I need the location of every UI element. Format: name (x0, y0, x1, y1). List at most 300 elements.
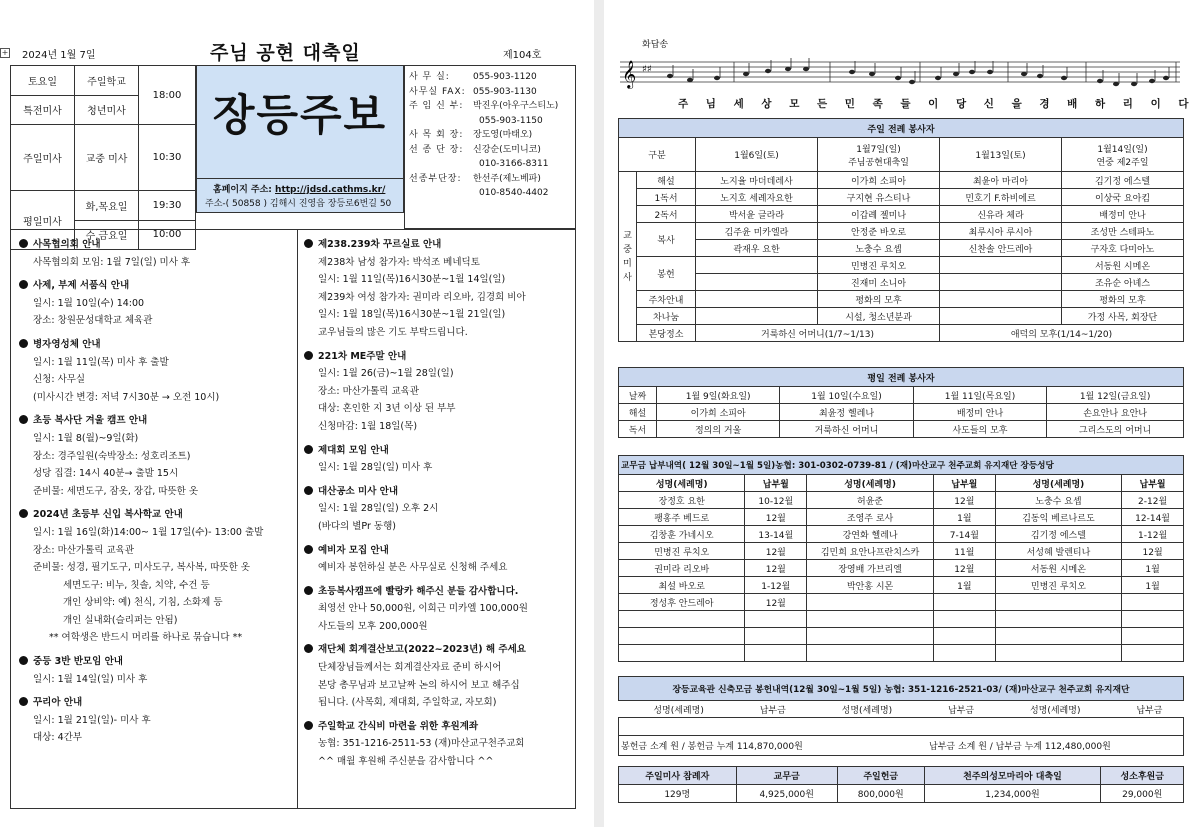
table-cell: 구자호 다미아노 (1062, 240, 1184, 257)
table-cell: 사도들의 모후 (913, 421, 1046, 438)
column-header: 성명(세례명) (619, 701, 739, 718)
table-cell: 12월 (933, 492, 995, 509)
column-header: 납부월 (1122, 475, 1184, 492)
table-row (619, 492, 1184, 509)
notice-title-text: 대산공소 미사 안내 (318, 485, 399, 497)
table-cell: 12월 (745, 594, 807, 611)
music-note (849, 70, 855, 74)
bullet-icon (304, 351, 313, 360)
table-cell: 배정미 안나 (913, 404, 1046, 421)
notice-section (19, 236, 293, 271)
table-cell: 최윤정 헬레나 (780, 404, 913, 421)
schedule-cell: 주일학교 (75, 66, 139, 96)
schedule-cell: 특전미사 (11, 95, 75, 125)
table-cell: 1-12월 (745, 577, 807, 594)
table-cell: 노충수 요셉 (995, 492, 1122, 509)
notice-section (304, 641, 574, 711)
schedule-cell: 청년미사 (75, 95, 139, 125)
svg-text:♯♯: ♯♯ (642, 64, 652, 75)
contact-value: 055-903-1130 (473, 86, 537, 97)
table-row (619, 594, 1184, 611)
notices-left-column (19, 236, 293, 753)
hymn-staff-notation (620, 54, 1180, 90)
notice-title-text: 주일학교 간식비 마련을 위한 후원계좌 (318, 720, 479, 732)
notice-section (19, 653, 293, 688)
notice-line: 예비자 봉헌하실 분은 사무실로 신청해 주세요 (318, 562, 508, 574)
column-header: 1월6일(토) (696, 138, 818, 172)
notice-title (304, 718, 574, 736)
table-row (619, 240, 1184, 257)
contact-value: 장도영(마태오) (473, 130, 533, 140)
notice-section (304, 483, 574, 536)
contact-value: 055-903-1150 (479, 115, 543, 126)
column-header: 납부금 (1115, 701, 1183, 718)
notice-title (304, 583, 574, 601)
notice-line: 준비물: 세면도구, 잠옷, 장갑, 따뜻한 옷 (33, 485, 199, 497)
total-value: 4,925,000원 (736, 785, 837, 803)
bullet-icon (304, 721, 313, 730)
notice-title (304, 641, 574, 659)
column-header: 성소후원금 (1101, 767, 1184, 785)
notice-title (19, 506, 293, 524)
notice-section (304, 718, 574, 771)
notice-line: 최영선 안나 50,000원, 이희근 미카엘 100,000원 (318, 603, 528, 615)
notice-title (304, 483, 574, 501)
music-note (895, 76, 901, 80)
column-header: 1월 9일(화요일) (657, 387, 780, 404)
table-cell: 서동원 시메온 (995, 560, 1122, 577)
table-cell: 12월 (1122, 543, 1184, 560)
notice-line: 제239차 여성 참가자: 권미라 리오바, 김경희 비아 (318, 291, 526, 303)
table-cell: 장영배 가브리엘 (807, 560, 934, 577)
column-header: 납부금 (927, 701, 995, 718)
website-box (196, 178, 404, 213)
notice-section (304, 348, 574, 436)
table-cell: 애덕의 모후(1/14~1/20) (940, 325, 1184, 342)
schedule-cell: 교중 미사 (75, 125, 139, 191)
notice-line: 일시: 1월 10일(수) 14:00 (33, 297, 145, 309)
table-cell: 조영주 로사 (807, 509, 934, 526)
table-cell: 평화의 모후 (818, 291, 940, 308)
music-note (969, 70, 975, 74)
notice-title (19, 412, 293, 430)
column-header: 성명(세례명) (619, 475, 745, 492)
table-cell: 1월 (1122, 577, 1184, 594)
table-cell: 구지현 유스티나 (818, 189, 940, 206)
contact-key: 선 종 단 장: (409, 144, 464, 155)
table-row (619, 189, 1184, 206)
table-cell: 노충수 요셉 (818, 240, 940, 257)
notice-title (19, 336, 293, 354)
notice-title-text: 중등 3반 반모임 안내 (33, 656, 123, 668)
table-cell: 김기정 에스텔 (995, 526, 1122, 543)
table-cell: 이가희 소피아 (818, 172, 940, 189)
schedule-cell: 토요일 (11, 66, 75, 96)
column-header: 납부월 (933, 475, 995, 492)
notice-section (304, 542, 574, 577)
table-cell: 노지율 마더데레사 (696, 172, 818, 189)
notice-title-text: 꾸리아 안내 (33, 697, 83, 709)
hymn-lyrics: 주 님 세 상 모 든 민 족 들 이 당 신 을 경 배 하 리 이 다 (678, 98, 1196, 110)
music-note (803, 67, 809, 71)
notice-line: 됩니다. (사목회, 제대회, 주일학교, 자모회) (318, 697, 497, 709)
page-title: 주님 공현 대축일 (210, 42, 361, 64)
notice-section (304, 583, 574, 636)
notice-line: 일시: 1월 28일(일) 미사 후 (318, 462, 433, 474)
notice-title (304, 236, 574, 254)
building-fund-table (618, 676, 1184, 756)
contact-value: 박진우(아우구스티노) (473, 101, 559, 111)
table-cell: 신유라 체라 (940, 206, 1062, 223)
notice-section (19, 336, 293, 406)
table-cell (933, 594, 995, 611)
music-note (714, 76, 720, 80)
table-cell: 신찬솔 안드레아 (940, 240, 1062, 257)
notice-title (19, 653, 293, 671)
row-label: 봉헌 (637, 257, 696, 291)
table-cell: 서동원 시메온 (1062, 257, 1184, 274)
notice-line: 단체장님들께서는 회계결산자료 준비 하시어 (318, 662, 502, 674)
notice-line: 장소: 마산가톨릭 교육관 (33, 544, 135, 556)
table-title: 주일 전례 봉사자 (619, 119, 1184, 138)
website-label: 홈페이지 주소: (213, 185, 276, 195)
table-cell (995, 594, 1122, 611)
table-cell: 민호기 F.하비에르 (940, 189, 1062, 206)
schedule-cell: 수,금요일 (75, 220, 139, 250)
column-header: 구분 (619, 138, 696, 172)
table-cell: 민병진 루치오 (818, 257, 940, 274)
music-note (1131, 82, 1137, 86)
music-note (1149, 79, 1155, 83)
total-value: 1,234,000원 (924, 785, 1101, 803)
contact-value: 010-3166-8311 (479, 159, 549, 169)
column-header: 날짜 (619, 387, 657, 404)
music-note (1113, 82, 1119, 86)
bullet-icon (19, 415, 28, 424)
notice-line: 일시: 1월 11일(목)16시30분~1월 14일(일) (318, 274, 506, 286)
table-cell (696, 257, 818, 274)
row-label: 1독서 (637, 189, 696, 206)
notice-section (19, 277, 293, 330)
bullet-icon (19, 239, 28, 248)
column-header: 1월 10일(수요일) (780, 387, 913, 404)
column-header: 1월 12일(금요일) (1047, 387, 1184, 404)
column-header: 1월 11일(목요일) (913, 387, 1046, 404)
payment-summary: 납부금 소계 원 / 납부금 누계 112,480,000원 (927, 736, 1183, 756)
notice-title (19, 236, 293, 254)
notice-title-text: 사목협의회 안내 (33, 239, 101, 250)
notice-title-text: 초등복사캠프에 빨랑카 해주신 분들 감사합니다. (318, 585, 519, 597)
notice-line: 본당 총무님과 보고날짜 논의 하시어 보고 해주십 (318, 679, 520, 691)
notice-section (19, 506, 293, 647)
music-note (987, 70, 993, 74)
notice-line: 준비물: 성경, 필기도구, 미사도구, 복사복, 따뜻한 옷 (33, 562, 250, 574)
table-cell (940, 308, 1062, 325)
notice-title (19, 277, 293, 295)
notice-line: 일시: 1월 21일(일)- 미사 후 (33, 714, 151, 726)
table-cell: 거룩하신 어머니(1/7~1/13) (696, 325, 940, 342)
music-note (935, 76, 941, 80)
music-note (743, 72, 749, 76)
table-cell: 이가희 소피아 (657, 404, 780, 421)
table-cell: 강연화 헬레나 (807, 526, 934, 543)
notice-line: 교우님들의 많은 기도 부탁드립니다. (318, 326, 468, 338)
notice-line: 농협: 351-1216-2511-53 (재)마산교구천주교회 (318, 738, 525, 750)
notice-line: 일시: 1월 11일(목) 미사 후 출발 (33, 356, 169, 368)
notice-title (304, 348, 574, 366)
row-label: 해설 (637, 172, 696, 189)
table-cell: 박서윤 글라라 (696, 206, 818, 223)
column-header: 성명(세례명) (995, 475, 1122, 492)
music-note (1163, 76, 1169, 80)
table-cell (940, 274, 1062, 291)
table-cell (696, 274, 818, 291)
contact-key: 사 무 실: (409, 72, 450, 82)
notice-line: 개인 상비약: 예) 천식, 기침, 소화제 등 (63, 597, 223, 609)
notice-line: 신청마감: 1월 18일(목) (318, 420, 418, 432)
notice-section (304, 236, 574, 342)
notice-line: 장소: 마산가톨릭 교육관 (318, 385, 420, 397)
table-cell (940, 291, 1062, 308)
table-cell: 정성후 안드레아 (619, 594, 745, 611)
sunday-servers-table (618, 118, 1184, 342)
music-note (785, 67, 791, 71)
column-header: 1월13일(토) (940, 138, 1062, 172)
contact-box (404, 65, 576, 229)
table-row (619, 257, 1184, 274)
notice-title-text: 221차 ME주말 안내 (318, 350, 407, 362)
mass-schedule-table (10, 65, 196, 250)
contact-key: 사 목 회 장: (409, 130, 464, 140)
contact-value: 055-903-1120 (473, 72, 537, 82)
schedule-time: 19:30 (139, 191, 196, 221)
table-cell: 정의의 거울 (657, 421, 780, 438)
table-row (619, 421, 1184, 438)
table-row (619, 223, 1184, 240)
table-cell: 서성혜 발렌티나 (995, 543, 1122, 560)
row-label: 복사 (637, 223, 696, 257)
table-cell (696, 291, 818, 308)
bulletin-page-1 (0, 0, 594, 827)
table-cell: 권미라 리오바 (619, 560, 745, 577)
table-cell: 2-12월 (1122, 492, 1184, 509)
donations-table (618, 455, 1184, 662)
bullet-icon (304, 239, 313, 248)
table-row (619, 509, 1184, 526)
contact-value: 한선주(제노베파) (473, 173, 541, 184)
table-cell: 허윤준 (807, 492, 934, 509)
table-cell: 조유순 아녜스 (1062, 274, 1184, 291)
website-link[interactable]: http://jdsd.cathms.kr/ (275, 185, 386, 195)
table-title: 평일 전례 봉사자 (619, 368, 1184, 387)
treble-clef-icon: 𝄞 (622, 60, 637, 88)
table-cell: 민병진 루치오 (619, 543, 745, 560)
notice-title-text: 재단체 회계결산보고(2022~2023년) 해 주세요 (318, 644, 526, 656)
notice-line: 대상: 4간부 (33, 732, 82, 744)
table-row (619, 526, 1184, 543)
notice-line: 일시: 1월 28일(일) 오후 2시 (318, 503, 439, 515)
bulletin-logo: 장등주보 (196, 65, 404, 179)
table-cell: 1월 (933, 577, 995, 594)
table-cell: 곽재우 요한 (696, 240, 818, 257)
table-cell (940, 257, 1062, 274)
notice-line: 일시: 1월 26(금)~1월 28일(일) (318, 368, 454, 380)
table-cell: 시설, 청소년분과 (818, 308, 940, 325)
column-header: 주일미사 참례자 (619, 767, 737, 785)
table-row (619, 404, 1184, 421)
notice-title (304, 542, 574, 560)
music-note (869, 72, 875, 76)
music-note (953, 72, 959, 76)
notice-line: ** 여학생은 반드시 머리를 하나로 묶습니다 ** (49, 632, 243, 644)
bullet-icon (304, 486, 313, 495)
table-row (619, 577, 1184, 594)
notice-line: 사도들의 모후 200,000원 (318, 620, 428, 632)
table-cell: 평화의 모후 (1062, 291, 1184, 308)
bullet-icon (304, 586, 313, 595)
schedule-time: 10:00 (139, 220, 196, 250)
contact-key: 선종부단장: (409, 173, 462, 184)
music-note (1021, 72, 1027, 76)
side-label: 교중미사 (619, 172, 637, 342)
bullet-icon (304, 445, 313, 454)
music-note (1061, 76, 1067, 80)
offering-summary: 봉헌금 소계 원 / 봉헌금 누계 114,870,000원 (619, 736, 928, 756)
total-value: 129명 (619, 785, 737, 803)
notice-line: 성당 집결: 14시 40분→ 출발 15시 (33, 468, 179, 480)
table-move-handle-icon[interactable]: + (1, 48, 9, 57)
notice-line: 세면도구: 비누, 칫솔, 치약, 수건 등 (63, 579, 210, 591)
table-cell: 민병진 루치오 (995, 577, 1122, 594)
table-cell: 장정호 요한 (619, 492, 745, 509)
table-cell: 팽홍주 베드로 (619, 509, 745, 526)
notice-line: (미사시간 변경: 저녁 7시30분 → 오전 10시) (33, 391, 220, 403)
notice-line: (바다의 별Pr 동행) (318, 520, 396, 532)
contact-value: 신강순(도미니코) (473, 144, 541, 155)
table-cell: 10-12월 (745, 492, 807, 509)
bullet-icon (19, 697, 28, 706)
bullet-icon (19, 339, 28, 348)
table-cell: 최루시아 루시아 (940, 223, 1062, 240)
row-label: 본당정소 (637, 325, 696, 342)
notice-title (19, 694, 293, 712)
column-header: 성명(세례명) (995, 701, 1115, 718)
table-cell: 안정준 바오로 (818, 223, 940, 240)
notice-line: 일시: 1월 16일(화)14:00~ 1월 17일(수)- 13:00 출발 (33, 526, 264, 538)
column-header: 1월7일(일) 주님공현대축일 (818, 138, 940, 172)
table-title: 장등교육관 신축모금 봉헌내역(12월 30일~1월 5일) 농협: 351-1216-2521-03/ (재)마산교구 천주교회 유지재단 (619, 677, 1184, 701)
table-row (619, 560, 1184, 577)
notice-line: ^^ 매월 후원해 주신분을 감사합니다 ^^ (318, 756, 494, 768)
table-cell: 김기정 에스텔 (1062, 172, 1184, 189)
notices-box (10, 229, 576, 809)
table-cell: 최설 바오로 (619, 577, 745, 594)
contact-key: 주 임 신 부: (409, 101, 464, 111)
table-cell: 12-14월 (1122, 509, 1184, 526)
table-cell: 진재미 소니아 (818, 274, 940, 291)
table-row (619, 308, 1184, 325)
notice-line: 대상: 혼인한 지 3년 이상 된 부부 (318, 403, 456, 415)
table-cell: 거룩하신 어머니 (780, 421, 913, 438)
notice-line: 장소: 창원문성대학교 체육관 (33, 315, 153, 327)
music-note (909, 80, 915, 84)
column-header: 성명(세례명) (807, 475, 934, 492)
notice-line: 신청: 사무실 (33, 374, 86, 386)
row-label: 차나눔 (637, 308, 696, 325)
table-cell: 독서 (619, 421, 657, 438)
table-cell: 이갑례 젤미나 (818, 206, 940, 223)
table-cell: 해설 (619, 404, 657, 421)
column-header: 교무금 (736, 767, 837, 785)
music-note (1097, 79, 1103, 83)
music-note (687, 78, 693, 82)
notice-line: 제238차 남성 참가자: 박석조 베네딕토 (318, 256, 480, 268)
bullet-icon (19, 509, 28, 518)
column-header: 성명(세례명) (807, 701, 927, 718)
table-row (619, 291, 1184, 308)
notice-title-text: 초등 복사단 겨울 캠프 안내 (33, 415, 148, 427)
issue-date: 2024년 1월 7일 (22, 50, 96, 61)
notice-line: 일시: 1월 14일(일) 미사 후 (33, 673, 148, 685)
total-value: 800,000원 (837, 785, 924, 803)
music-note (667, 74, 673, 78)
table-cell (1122, 594, 1184, 611)
column-header: 주일헌금 (837, 767, 924, 785)
table-cell: 김동익 베르나르도 (995, 509, 1122, 526)
table-cell: 최윤아 마리아 (940, 172, 1062, 189)
table-cell: 1월 (1122, 560, 1184, 577)
table-row (619, 543, 1184, 560)
column-header: 납부금 (739, 701, 807, 718)
totals-table (618, 766, 1184, 803)
bullet-icon (19, 656, 28, 665)
table-cell: 이상국 요아킴 (1062, 189, 1184, 206)
notice-section (19, 694, 293, 747)
table-cell: 12월 (745, 560, 807, 577)
notices-right-column (304, 236, 574, 777)
notice-line: 사목협의회 모임: 1월 7일(일) 미사 후 (33, 256, 191, 268)
notice-section (19, 412, 293, 500)
table-cell: 김주윤 미카엘라 (696, 223, 818, 240)
notice-line: 일시: 1월 18일(목)16시30분~1월 21일(일) (318, 309, 506, 321)
table-cell: 손요안나 요안나 (1047, 404, 1184, 421)
table-title: 교무금 납부내역( 12월 30일~1월 5일)농협: 301-0302-0739-81 / (재)마산교구 천주교회 유지재단 장등성당 (619, 456, 1184, 475)
contact-key: 사무실 FAX: (409, 86, 466, 97)
table-row (619, 206, 1184, 223)
table-cell: 1-12월 (1122, 526, 1184, 543)
issue-number: 제104호 (503, 50, 542, 61)
table-cell: 그리스도의 어머니 (1047, 421, 1184, 438)
table-cell: 11월 (933, 543, 995, 560)
notice-line: 장소: 경주일원(숙박장소: 성호리조트) (33, 450, 191, 462)
bullet-icon (19, 280, 28, 289)
total-value: 29,000원 (1101, 785, 1184, 803)
notice-title (304, 442, 574, 460)
table-cell: 13-14월 (745, 526, 807, 543)
notice-title-text: 사제, 부제 서품식 안내 (33, 280, 130, 292)
notice-title-text: 2024년 초등부 신입 복사학교 안내 (33, 509, 183, 521)
column-header: 1월14일(일) 연중 제2주일 (1062, 138, 1184, 172)
table-cell: 12월 (745, 509, 807, 526)
table-cell: 조성만 스테파노 (1062, 223, 1184, 240)
row-label: 2독서 (637, 206, 696, 223)
bullet-icon (304, 545, 313, 554)
table-cell: 노지호 세례자요한 (696, 189, 818, 206)
column-header: 천주의성모마리아 대축일 (924, 767, 1101, 785)
table-cell: 7-14월 (933, 526, 995, 543)
row-label: 주차안내 (637, 291, 696, 308)
table-cell: 1월 (933, 509, 995, 526)
